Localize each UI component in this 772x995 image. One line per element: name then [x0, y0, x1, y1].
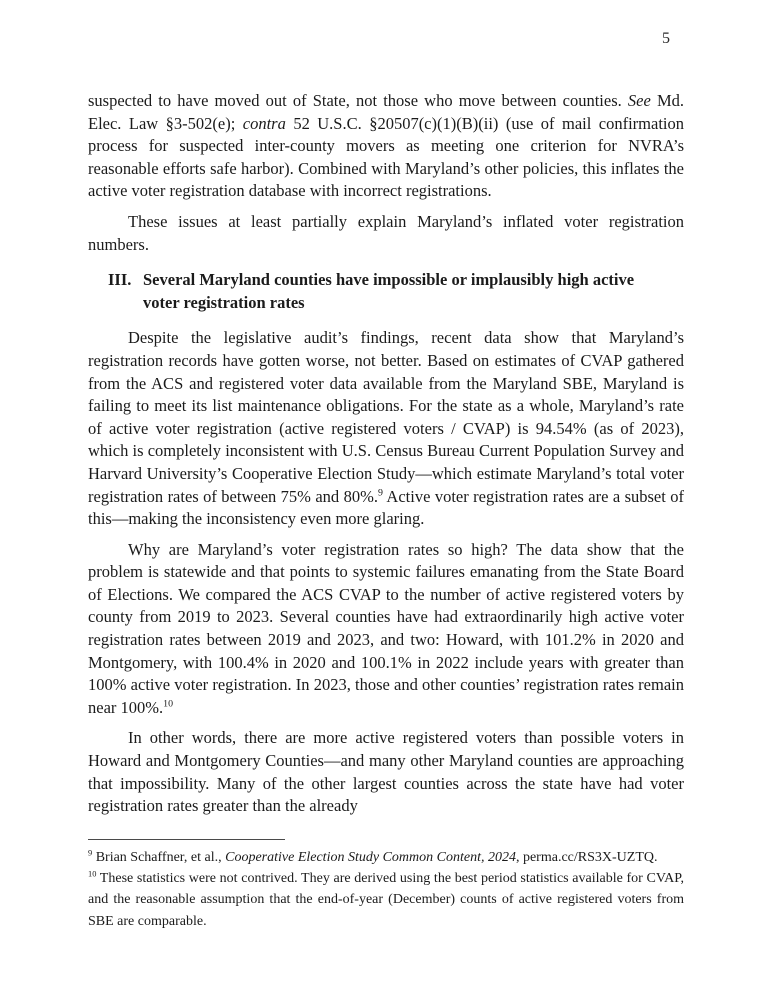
document-body — [88, 90, 684, 932]
section-heading-number: III. — [108, 270, 132, 290]
footnote-10: $^{10}$ These statistics were not contrived. They are derived using the best period statistics available for CVAP, and the reasonable assumption that the end-of-year (December) counts of active registered voters from SBE are comparable. — [88, 869, 684, 929]
section-heading — [88, 269, 684, 314]
paragraph-continuation: suspected to have moved out of State, not those who move between counties. See Md. Elec. Law §3-502(e); contra 52 U.S.C. §20507(c)(1)(B)(ii) (use of mail confirmation process for suspected inter-county movers as meeting one criterion for NVRA’s reasonable efforts safe harbor). Combined with Maryland’s other policies, this inflates the active voter registration database with incorrect registrations. — [88, 91, 685, 201]
footnote-9: $^9$ Brian Schaffner, et al., Cooperative Election Study Common Content, 2024, perma.cc/RS3X-UZTQ. — [88, 848, 658, 865]
paragraph-issues-explain: These issues at least partially explain Maryland’s inflated voter registration numbers. — [88, 211, 684, 254]
footnotes-section — [88, 847, 684, 932]
footnote-separator — [88, 839, 285, 840]
paragraph-why-high: Why are Maryland’s voter registration rates so high? The data show that the problem is statewide and that points to systemic failures emanating from the State Board of Elections. We compared the ACS CVAP to the number of active registered voters by county from 2019 to 2023. Several counties have had extraordinarily high active voter registration rates between 2019 and 2023, and two: Howard, with 101.2% in 2020 and Montgomery, with 100.4% in 2020 and 100.1% in 2022 include years with greater than 100% active voter registration. In 2023, those and other counties’ registration rates remain near 100%.$^{10}$ — [88, 539, 684, 717]
paragraph-despite-audit: Despite the legislative audit’s findings, recent data show that Maryland’s registration records have gotten worse, not better. Based on estimates of CVAP gathered from the ACS and registered voter data available from the Maryland SBE, Maryland is failing to meet its list maintenance obligations. For the state as a whole, Maryland’s rate of active voter registration (active registered voters / CVAP) is 94.54% (as of 2023), which is completely inconsistent with U.S. Census Bureau Current Population Survey and Harvard University’s Cooperative Election Study—which estimate Maryland’s total voter registration rates of between 75% and 80%.$^9$ Active voter registration rates are a subset of this—making the inconsistency even more glaring. — [88, 328, 684, 529]
paragraph-in-other-words: In other words, there are more active registered voters than possible voters in Howard and Montgomery Counties—and many other Maryland counties are approaching that impossibility. Many of the other largest counties across the state have had voter registration rates greater than the already — [88, 728, 684, 816]
section-heading-title: Several Maryland counties have impossible or implausibly high active voter registration rates — [143, 270, 635, 312]
page-number: 5 — [662, 30, 670, 47]
